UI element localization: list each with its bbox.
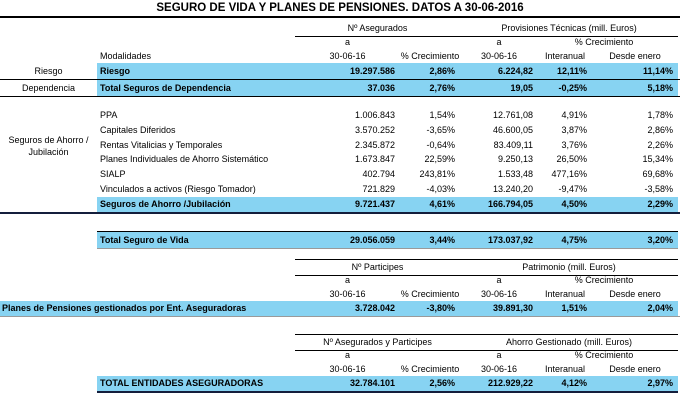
cell-value: 4,61% [400,197,460,212]
cell-value: 3,76% [561,139,587,150]
cell-value: -3,65% [426,124,455,135]
total-vida-block [0,231,680,247]
row-label: Seguros de Ahorro /Jubilación [97,197,295,212]
subheader-row-a [0,349,680,362]
cell-value: -0,64% [426,139,455,150]
column-header: a [496,349,502,360]
cell-value: 2,29% [592,197,678,212]
row-label: Rentas Vitalicias y Temporales [100,139,223,150]
column-header: % Crecimiento [574,37,634,47]
row-label: SIALP [100,169,126,180]
cell-value: 3,44% [400,231,460,249]
column-header: 30-06-16 [295,287,400,302]
cell-value: 402.794 [362,169,395,180]
cell-value: 2,76% [400,80,460,96]
spacer [0,349,295,362]
side-label [0,231,97,249]
spacer [97,287,295,302]
column-header: Desde enero [592,362,678,377]
side-label [0,376,97,393]
cell-value: 3,20% [592,231,678,249]
column-group-header: Nº Participes [295,259,460,276]
group-header-row [0,21,680,36]
table-row [0,376,680,391]
section-total-entidades [0,334,680,391]
row-label: Planes Individuales de Ahorro Sistemático [100,154,269,165]
spacer [400,274,460,287]
cell-value: 3.570.252 [354,124,395,135]
column-group-header: Ahorro Gestionado (mill. Euros) [460,334,678,351]
column-group-header: Nº Asegurados y Participes [295,334,460,351]
cell-value: 39.891,30 [460,301,538,316]
row-label: Total Seguros de Dependencia [97,80,295,96]
cell-value: 9.250,13 [497,154,533,165]
cell-value: 4,12% [538,376,592,393]
cell-value: -4,03% [426,183,455,194]
column-header: Interanual [538,362,592,377]
table-row [0,167,680,182]
cell-value: 19.297.586 [295,63,400,79]
table-row [0,301,680,317]
column-header-row [0,49,680,63]
column-group-header: Nº Asegurados [295,21,460,37]
cell-value: 6.224,82 [460,63,538,79]
cell-value: 1,51% [538,301,592,316]
table-row [0,138,680,153]
side-label-ahorro: Seguros de Ahorro / Jubilación [8,135,89,157]
cell-value: 2,56% [400,376,460,393]
column-header: a [496,274,502,285]
cell-value: 29.056.059 [295,231,400,249]
subheader-row-a [0,36,680,49]
table-row [0,123,680,138]
grand-total-block [0,376,680,391]
cell-value: 4,75% [538,231,592,249]
table-row [0,182,680,197]
cell-value: -0,25% [538,80,592,96]
cell-value: 37.036 [295,80,400,96]
column-header: 30-06-16 [295,49,400,64]
cell-value: 46.600,05 [492,124,533,135]
side-label [0,167,97,182]
cell-value: 15,34% [642,154,673,165]
cell-value: 3.728.042 [295,301,400,316]
risk-rows-block [0,63,680,97]
cell-value: 243,81% [419,169,455,180]
cell-value: 1.673.847 [354,154,395,165]
row-label: Planes de Pensiones gestionados por Ent. Aseguradoras [0,301,295,316]
row-label: TOTAL ENTIDADES ASEGURADORAS [97,376,295,393]
table-row [0,108,680,123]
group-header-row [0,259,680,274]
column-header: Desde enero [592,287,678,302]
side-label: Dependencia [21,83,76,93]
table-row [0,80,680,97]
spacer [0,49,97,64]
spacer [400,349,460,362]
spacer [0,362,97,377]
cell-value: 2,04% [592,301,678,316]
cell-value: 12.761,08 [492,110,533,120]
cell-value: 173.037,92 [460,231,538,249]
column-header: 30-06-16 [295,362,400,377]
cell-value: 5,18% [592,80,678,96]
column-header: % Crecimiento [400,49,460,64]
cell-value: 22,59% [424,154,455,165]
table-row [0,63,680,80]
column-header: 30-06-16 [460,49,538,64]
column-header: a [344,37,350,47]
cell-value: 12,11% [538,63,592,79]
cell-value: 1,78% [647,110,673,120]
spacer [0,274,295,287]
table-row [0,197,680,214]
cell-value: 4,91% [561,110,587,120]
column-header: a [496,37,502,47]
row-label: PPA [100,110,118,120]
side-label [0,197,97,212]
cell-value: -3,80% [400,301,460,316]
spacer [97,362,295,377]
side-label [0,108,97,123]
section-seguro-de-vida [0,21,680,247]
column-header: a [344,274,350,285]
column-group-header: Provisiones Técnicas (mill. Euros) [460,21,678,37]
table-row [0,152,680,167]
cell-value: 11,14% [592,63,678,79]
cell-value: 2,86% [400,63,460,79]
cell-value: 3,87% [561,124,587,135]
cell-value: 69,68% [642,169,673,180]
column-header: % Crecimiento [574,349,634,360]
cell-value: 83.409,11 [493,139,533,150]
cell-value: 2.345.872 [354,139,395,150]
spacer [0,21,295,37]
row-label: Total Seguro de Vida [97,231,295,249]
table-row [0,231,680,247]
column-header: 30-06-16 [460,362,538,377]
cell-value: 166.794,05 [460,197,538,212]
column-header: Interanual [538,287,592,302]
column-header: a [344,349,350,360]
spacer [0,36,295,49]
group-header-row [0,334,680,349]
cell-value: 19,05 [460,80,538,96]
cell-value: -3,58% [644,183,673,194]
subheader-row-a [0,274,680,287]
cell-value: -9,47% [558,183,587,194]
row-label: Capitales Diferidos [100,124,176,135]
page-title: SEGURO DE VIDA Y PLANES DE PENSIONES. DATOS A 30-06-2016 [0,0,680,18]
row-label: Vinculados a activos (Riesgo Tomador) [100,183,256,194]
column-header-row [0,287,680,301]
cell-value: 212.929,22 [460,376,538,393]
column-group-header: Patrimonio (mill. Euros) [460,259,678,276]
column-header-modalidades: Modalidades [97,49,295,64]
cell-value: 26,50% [556,154,587,165]
side-label [0,182,97,197]
cell-value: 1.533,48 [497,169,533,180]
row-label: Riesgo [97,63,295,79]
side-label: Riesgo [34,66,63,76]
cell-value: 13.240,20 [492,183,533,194]
cell-value: 32.784.101 [295,376,400,393]
column-header: % Crecimiento [574,274,634,285]
cell-value: 1.006.843 [354,110,395,120]
column-header-row [0,362,680,376]
column-header: 30-06-16 [460,287,538,302]
cell-value: 721.829 [362,183,395,194]
cell-value: 1,54% [429,110,455,120]
column-header: % Crecimiento [400,362,460,377]
pension-rows-block [0,301,680,317]
cell-value: 4,50% [538,197,592,212]
ahorro-rows-block [0,108,680,214]
cell-value: 2,86% [647,124,673,135]
column-header: Interanual [538,49,592,64]
cell-value: 9.721.437 [295,197,400,212]
column-header: Desde enero [592,49,678,64]
cell-value: 2,26% [647,139,673,150]
section-planes-de-pensiones [0,259,680,317]
column-header: % Crecimiento [400,287,460,302]
spacer [0,287,97,302]
spacer [400,36,460,49]
cell-value: 2,97% [592,376,678,393]
cell-value: 477,16% [551,169,587,180]
